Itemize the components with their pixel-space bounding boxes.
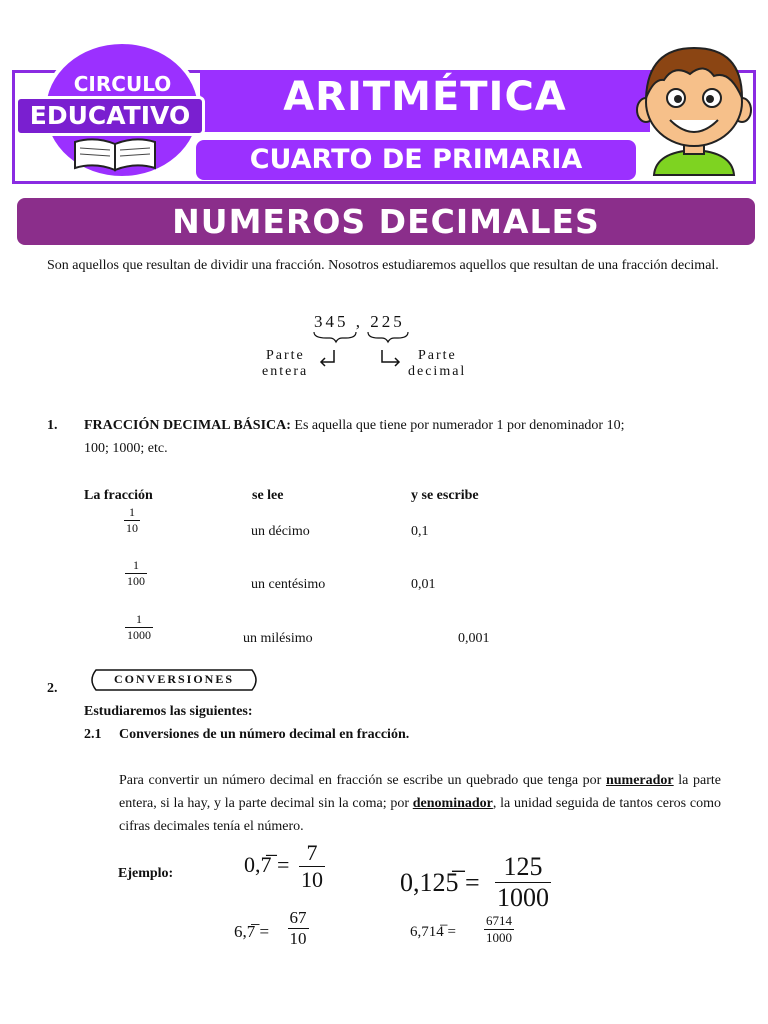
section-1-number: 1.: [47, 418, 58, 433]
example-label: Ejemplo:: [118, 866, 174, 881]
decimal-part-label-1: Parte: [418, 348, 457, 363]
table-header-read: se lee: [252, 488, 284, 503]
intro-paragraph: Son aquellos que resultan de dividir una fracción. Nosotros estudiaremos aquellos que resultan de una fracción decimal.: [47, 258, 719, 273]
example-4-fraction: [475, 913, 523, 946]
diagram-number: 345 , 225: [314, 312, 405, 331]
page-title: NUMEROS DECIMALES: [172, 202, 600, 241]
para-line-1: Para convertir un número decimal en fracción se escribe un quebrado que tenga por: [119, 773, 602, 788]
numerator: 125: [503, 852, 543, 881]
para-line-3: , la: [492, 796, 511, 811]
table-header-fraction: La fracción: [84, 488, 153, 503]
denominator: 1000: [486, 930, 512, 945]
example-3-lhs: 6,7̅ =: [234, 922, 270, 941]
example-2-lhs: 0,125̅ =: [400, 868, 480, 897]
table-header-write: y se escribe: [411, 488, 479, 503]
integer-part-label-2: entera: [262, 364, 309, 379]
numerator: 6714: [486, 913, 512, 928]
brace-icons: [312, 330, 412, 344]
fraction-row-3: [121, 612, 157, 643]
table-row-2-write: 0,01: [411, 577, 436, 592]
denominator: 10: [289, 929, 307, 948]
numerator: 1: [136, 612, 142, 626]
conversion-paragraph: [119, 769, 721, 838]
subject-title: ARITMÉTICA: [283, 74, 567, 120]
logo-text-top: CIRCULO: [73, 72, 172, 96]
section-1-heading: FRACCIÓN DECIMAL BÁSICA:: [84, 418, 291, 433]
table-row-1-write: 0,1: [411, 524, 429, 539]
study-heading: Estudiaremos las siguientes:: [84, 704, 253, 719]
table-row-3-read: un milésimo: [243, 631, 313, 646]
grade-title: CUARTO DE PRIMARIA: [249, 144, 583, 175]
decimal-part-label-2: decimal: [408, 364, 467, 379]
example-4-lhs: 6,714̅ =: [410, 924, 456, 940]
integer-part-label-1: Parte: [266, 348, 305, 363]
example-1-fraction: [294, 840, 330, 893]
section-1-text-a: Es aquella que tiene por numerador 1 por denominador 10;: [294, 418, 625, 433]
section-1-text: [84, 414, 720, 437]
subsection-heading: Conversiones de un número decimal en fracción.: [119, 727, 410, 742]
conversions-banner: CONVERSIONES: [113, 672, 235, 686]
denominator-term: denominador: [412, 796, 493, 811]
book-icon: [70, 134, 160, 174]
numerator: 67: [289, 908, 307, 927]
example-2-fraction: [490, 852, 556, 913]
logo-text-bottom: EDUCATIVO: [15, 96, 205, 136]
denominator: 10: [126, 521, 138, 535]
example-1-lhs: 0,7̅ =: [244, 852, 290, 877]
denominator: 1000: [497, 883, 549, 912]
subsection-number: 2.1: [84, 727, 102, 742]
arrow-right-icon: [378, 348, 404, 368]
numerator-term: numerador: [605, 773, 674, 788]
arrow-left-icon: [318, 348, 340, 368]
boy-cartoon-icon: [634, 40, 754, 182]
numerator: 1: [129, 505, 135, 519]
denominator: 10: [301, 867, 323, 892]
numerator: 7: [306, 840, 318, 865]
numerator: 1: [133, 558, 139, 572]
para-line-4: unidad seguida de tantos ceros como cifras decimales tenía el número.: [119, 796, 721, 834]
denominator: 1000: [127, 628, 151, 642]
table-row-3-write: 0,001: [458, 631, 490, 646]
example-3-fraction: [282, 908, 314, 949]
table-row-2-read: un centésimo: [251, 577, 326, 592]
fraction-row-1: [120, 505, 144, 536]
para-line-2: la parte entera, si la hay, y la parte decimal sin la coma; por: [119, 773, 722, 811]
denominator: 100: [127, 574, 145, 588]
section-2-number: 2.: [47, 681, 58, 696]
section-1-text-b: 100; 1000; etc.: [84, 441, 168, 456]
table-row-1-read: un décimo: [251, 524, 310, 539]
fraction-row-2: [120, 558, 152, 589]
